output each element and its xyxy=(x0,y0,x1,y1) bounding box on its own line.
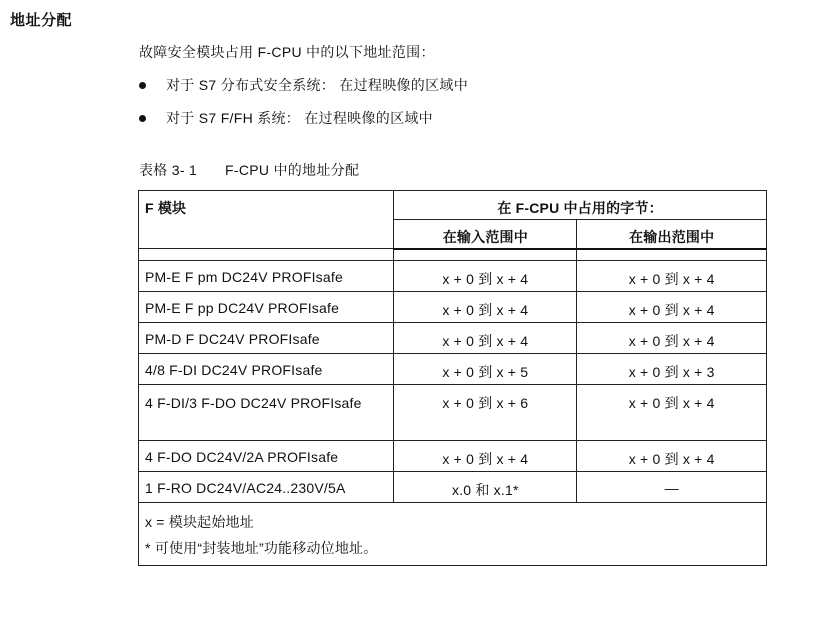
cell-input: x + 0 到 x + 4 xyxy=(394,322,577,353)
table-notes-row xyxy=(139,502,767,565)
table-header-row xyxy=(139,191,767,220)
cell-input: x + 0 到 x + 4 xyxy=(394,260,577,291)
spacer-cell xyxy=(577,249,767,261)
address-table xyxy=(138,190,767,566)
cell-output: x + 0 到 x + 4 xyxy=(577,322,767,353)
cell-input: x + 0 到 x + 4 xyxy=(394,440,577,471)
table-row xyxy=(139,322,767,353)
bullet-text: 对于 S7 分布式安全系统： 在过程映像的区域中 xyxy=(166,77,468,93)
cell-output: — xyxy=(577,471,767,502)
cell-module: 4/8 F-DI DC24V PROFIsafe xyxy=(139,353,394,384)
cell-output: x + 0 到 x + 3 xyxy=(577,353,767,384)
table-row xyxy=(139,353,767,384)
cell-output: x + 0 到 x + 4 xyxy=(577,291,767,322)
bullet-dot-icon xyxy=(139,82,146,89)
cell-output: x + 0 到 x + 4 xyxy=(577,384,767,440)
bullet-list xyxy=(139,74,468,140)
table-spacer xyxy=(139,249,767,261)
cell-module: PM-E F pm DC24V PROFIsafe xyxy=(139,260,394,291)
table-row xyxy=(139,291,767,322)
header-occupied: 在 F-CPU 中占用的字节： xyxy=(394,191,767,220)
spacer-cell xyxy=(394,249,577,261)
note-line: * 可使用“封装地址”功能移动位地址。 xyxy=(145,539,378,556)
cell-input: x + 0 到 x + 5 xyxy=(394,353,577,384)
cell-output: x + 0 到 x + 4 xyxy=(577,260,767,291)
bullet-text: 对于 S7 F/FH 系统： 在过程映像的区域中 xyxy=(166,110,433,126)
header-module: F 模块 xyxy=(139,191,394,249)
table-caption xyxy=(139,160,359,180)
spacer-cell xyxy=(139,249,394,261)
cell-input: x + 0 到 x + 6 xyxy=(394,384,577,440)
header-input: 在输入范围中 xyxy=(394,220,577,249)
header-output: 在输出范围中 xyxy=(577,220,767,249)
section-heading: 地址分配 xyxy=(10,12,73,29)
table-title: F-CPU 中的地址分配 xyxy=(225,162,360,178)
table-row xyxy=(139,384,767,440)
cell-module: 1 F-RO DC24V/AC24..230V/5A xyxy=(139,471,394,502)
cell-module: PM-D F DC24V PROFIsafe xyxy=(139,322,394,353)
table-number: 表格 3- 1 xyxy=(139,162,198,178)
cell-input: x + 0 到 x + 4 xyxy=(394,291,577,322)
cell-module: 4 F-DI/3 F-DO DC24V PROFIsafe xyxy=(139,384,394,440)
table-row xyxy=(139,260,767,291)
bullet-item xyxy=(139,107,468,140)
cell-output: x + 0 到 x + 4 xyxy=(577,440,767,471)
table-row xyxy=(139,471,767,502)
intro-text: 故障安全模块占用 F-CPU 中的以下地址范围： xyxy=(139,44,435,60)
note-line: x = 模块起始地址 xyxy=(145,513,254,530)
cell-input: x.0 和 x.1* xyxy=(394,471,577,502)
table-row xyxy=(139,440,767,471)
bullet-item xyxy=(139,74,468,107)
table-notes xyxy=(139,502,767,565)
cell-module: 4 F-DO DC24V/2A PROFIsafe xyxy=(139,440,394,471)
bullet-dot-icon xyxy=(139,115,146,122)
cell-module: PM-E F pp DC24V PROFIsafe xyxy=(139,291,394,322)
